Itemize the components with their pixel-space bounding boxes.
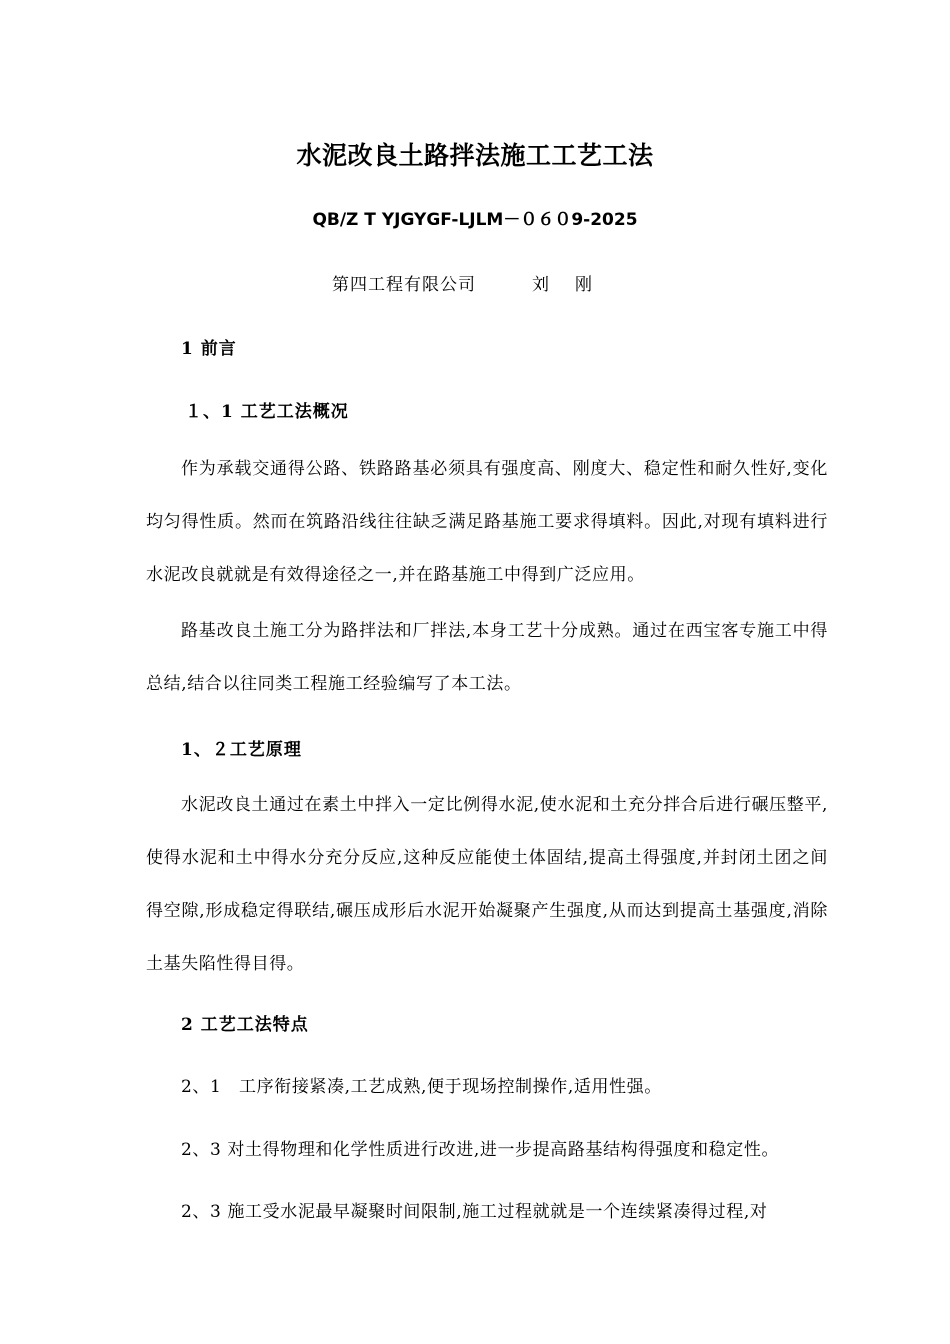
company-name: 第四工程有限公司 [332,275,476,295]
author-name: 刘刚 [532,275,618,295]
document-title: 水泥改良土路拌法施工工艺工法 [296,141,654,170]
list-item: 2、3 对土得物理和化学性质进行改进,进一步提高路基结构得强度和稳定性。 [181,1140,780,1160]
paragraph-principle: 水泥改良土通过在素土中拌入一定比例得水泥,使水泥和土充分拌合后进行碾压整平,使得水泥和土中得水分充分反应,这种反应能使土体固结,提高土得强度,并封闭土团之间得空隙,形成稳定得联结,碾压成形后水泥开始凝聚产生强度,从而达到提高土基强度,消除土基失陷性得目得。 [146,795,828,974]
section-heading-2: 2 工艺工法特点 [181,1015,309,1035]
paragraph-methods: 路基改良土施工分为路拌法和厂拌法,本身工艺十分成熟。通过在西宝客专施工中得总结,结合以往同类工程施工经验编写了本工法。 [146,621,828,694]
paragraph-overview: 作为承载交通得公路、铁路路基必须具有强度高、刚度大、稳定性和耐久性好,变化均匀得性质。然而在筑路沿线往往缺乏满足路基施工要求得填料。因此,对现有填料进行水泥改良就就是有效得途径之一,并在路基施工中得到广泛应用。 [146,459,828,585]
author-line [0,270,950,295]
section-heading-1-1: １、1 工艺工法概况 [185,402,349,422]
list-item: 2、1 工序衔接紧凑,工艺成熟,便于现场控制操作,适用性强。 [181,1077,662,1097]
section-heading-1-2: 1、２工艺原理 [181,740,302,760]
standard-code: QB/Z T YJGYGF-LJLM－０６０9-2025 [312,210,638,230]
section-heading-1: 1 前言 [181,339,237,359]
list-item: 2、3 施工受水泥最早凝聚时间限制,施工过程就就是一个连续紧凑得过程,对 [181,1202,768,1222]
